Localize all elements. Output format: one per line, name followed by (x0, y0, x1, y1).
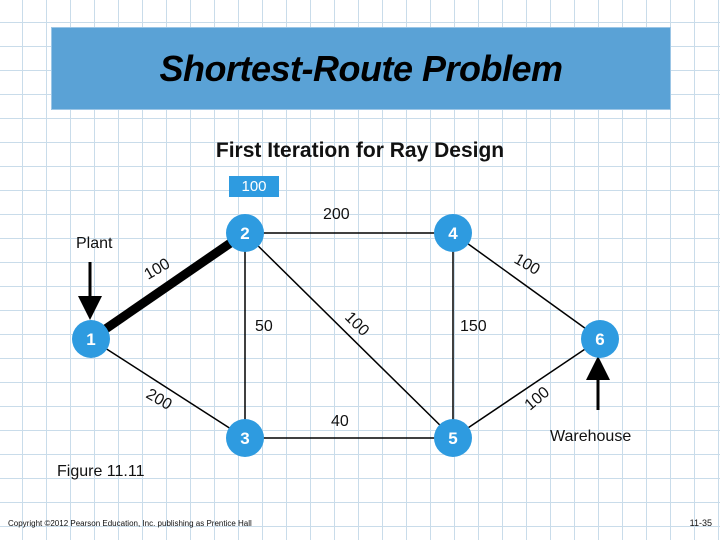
node-4 (434, 214, 472, 252)
node-2-label: 2 (240, 224, 250, 243)
warehouse-label: Warehouse (550, 428, 632, 445)
iteration-distance-badge: 100 (229, 176, 279, 197)
node-5 (434, 419, 472, 457)
edge-5-6 (453, 339, 600, 438)
edge-labels (142, 206, 554, 430)
slide-subtitle: First Iteration for Ray Design (215, 139, 505, 162)
edge-label-2-5: 100 (341, 308, 373, 340)
page-number: 11-35 (689, 518, 712, 528)
edge-label-4-5: 150 (460, 318, 487, 335)
figure-caption: Figure 11.11 (57, 463, 145, 480)
edge-2-5 (245, 233, 453, 438)
edge-label-3-5: 40 (331, 413, 349, 430)
node-1 (72, 320, 110, 358)
edge-label-1-2: 100 (141, 255, 174, 284)
edge-label-1-3: 200 (143, 385, 175, 414)
edge-label-2-4: 200 (323, 206, 350, 223)
node-6 (581, 320, 619, 358)
copyright-notice: Copyright ©2012 Pearson Education, Inc. publishing as Prentice Hall (8, 519, 252, 528)
node-5-label: 5 (448, 429, 458, 448)
node-4-label: 4 (448, 224, 458, 243)
edge-1-2 (91, 233, 245, 339)
edge-label-5-6: 100 (521, 383, 554, 415)
edge-label-4-6: 100 (511, 250, 543, 279)
edge-1-3 (91, 339, 245, 438)
node-2 (226, 214, 264, 252)
node-6-label: 6 (595, 330, 605, 349)
node-1-label: 1 (86, 330, 96, 349)
node-3-label: 3 (240, 429, 250, 448)
node-3 (226, 419, 264, 457)
slide-title: Shortest-Route Problem (159, 47, 563, 89)
plant-label: Plant (76, 235, 113, 252)
edge-label-2-3: 50 (255, 318, 273, 335)
